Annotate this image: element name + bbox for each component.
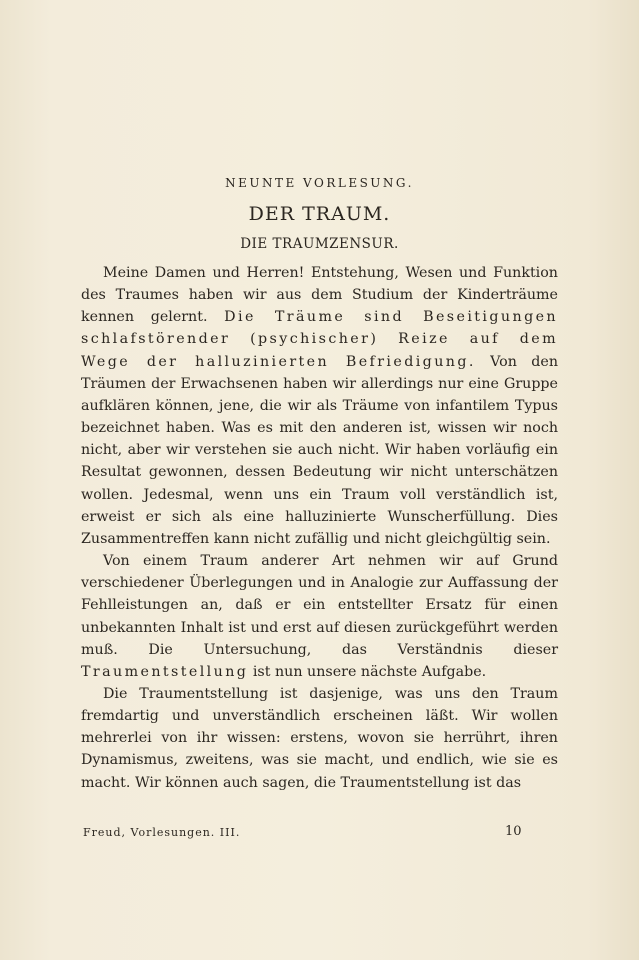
paragraph-2-emphasis: Traumentstellung [81,663,249,680]
paragraph-1-part-1: Meine Damen und Herren! Entstehung, Wesen und Funktion des Traumes haben wir aus dem Studium der Kinderträume kennen gelernt. [81,265,558,326]
paragraph-1 [81,262,558,550]
body-text [81,262,558,794]
chapter-subtitle: DIE TRAUMZENSUR. [240,236,399,252]
chapter-title: DER TRAUM. [248,203,391,225]
signature-line: Freud, Vorlesungen. III. [83,826,241,839]
paragraph-2-part-1: Von einem Traum anderer Art nehmen wir auf Grund verschiedener Überlegungen und in Analogie zur Auffassung der Fehlleistungen an, daß er ein entstellter Ersatz für einen unbekannten Inhalt ist und erst auf diesen zurückgeführt werden muß. Die Untersuchung, das Verständnis dieser [81,553,558,658]
lecture-heading: NEUNTE VORLESUNG. [225,176,414,190]
paragraph-1-part-2: Von den Träumen der Erwachsenen haben wir allerdings nur eine Gruppe aufklären können, jene, die wir als Träume von infantilem Typus bezeichnet haben. Was es mit den anderen ist, wissen wir noch nicht, aber wir verstehen sie auch nicht. Wir haben vorläufig ein Resultat gewonnen, dessen Bedeutung wir nicht unterschätzen wollen. Jedesmal, wenn uns ein Traum voll verständlich ist, erweist er sich als eine halluzinierte Wunscherfüllung. Dies Zusammentreffen kann nicht zufällig und nicht gleichgültig sein. [81,353,558,547]
paragraph-3-part-1: Die Traumentstellung ist dasjenige, was uns den Traum fremdartig und unverständlich erscheinen läßt. Wir wollen mehrerlei von ihr wissen: erstens, wovon sie herrührt, ihren Dynamismus, zweitens, was sie macht, und endlich, wie sie es macht. Wir können auch sagen, die Traumentstellung ist das [81,685,558,791]
paragraph-2 [81,550,558,683]
paragraph-2-part-2: ist nun unsere nächste Aufgabe. [248,663,487,680]
page-number: 10 [505,824,522,839]
paragraph-3 [81,683,558,794]
paragraph-1-emphasis: Die Träume sind Beseitigungen schlafstörender (psychischer) Reize auf dem Wege der halluzinierten Befriedigung. [81,309,558,370]
